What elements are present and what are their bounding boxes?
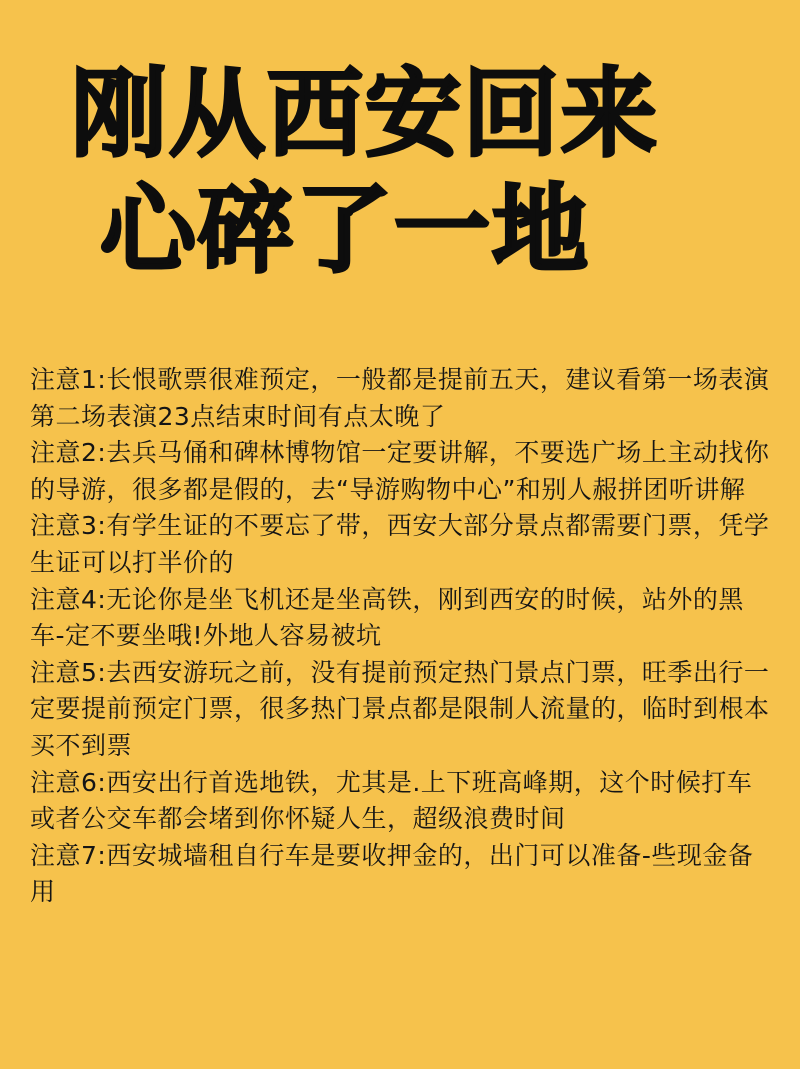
note-item-3: 注意3:有学生证的不要忘了带，西安大部分景点都需要门票，凭学生证可以打半价的 xyxy=(30,511,770,577)
note-item-2: 注意2:去兵马俑和碑林博物馆一定要讲解，不要选广场上主动找你的导游，很多都是假的，去“导游购物中心”和别人赧拼团听讲解 xyxy=(30,438,770,504)
note-item-6: 注意6:西安出行首选地铁，尤其是.上下班高峰期，这个时候打车或者公交车都会堵到你怀疑人生，超级浪费时间 xyxy=(30,767,753,834)
page-title-line-1: 刚从西安回来 xyxy=(71,58,659,170)
note-item-5: 注意5:去西安游玩之前，没有提前预定热门景点门票，旺季出行一定要提前预定门票，很多热门景点都是限制人流量的，临时到根本买不到票 xyxy=(30,657,770,760)
note-item-4: 注意4:无论你是坐飞机还是坐高铁，刚到西安的时候，站外的黑车-定不要坐哦!外地人容易被坑 xyxy=(30,584,744,651)
note-item-1: 注意1:长恨歌票很难预定，一般都是提前五天，建议看第一场表演第二场表演23点结束时间有点太晚了 xyxy=(30,365,770,431)
notes-list xyxy=(30,362,772,911)
note-item-7: 注意7:西安城墙租自行车是要收押金的，出门可以准备-些现金备用 xyxy=(30,840,754,907)
title-block xyxy=(0,56,800,288)
page-title-line-2: 心碎了一地 xyxy=(100,174,590,286)
